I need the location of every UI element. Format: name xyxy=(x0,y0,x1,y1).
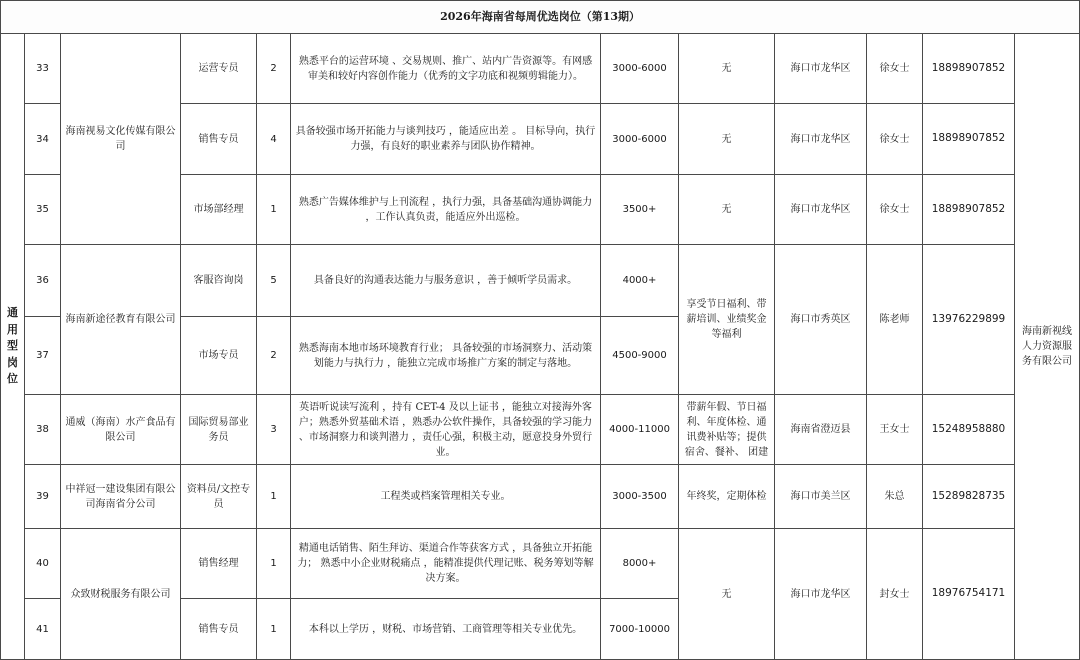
category-char: 型 xyxy=(7,339,18,353)
salary: 3500+ xyxy=(601,175,679,245)
work-location: 海口市龙华区 xyxy=(775,34,867,104)
position-name: 运营专员 xyxy=(181,34,257,104)
contact-phone: 15289828735 xyxy=(923,465,1015,529)
job-requirement: 精通电话销售、陌生拜访、渠道合作等获客方式 ，具备独立开拓能力； 熟悉中小企业财税痛点 ，能精准提供代理记账、税务筹划等解决方案。 xyxy=(291,529,601,599)
headcount: 1 xyxy=(257,529,291,599)
job-requirement: 熟悉海南本地市场环境教育行业； 具备较强的市场洞察力、活动策划能力与执行力 ，能独立完成市场推广方案的制定与落地。 xyxy=(291,317,601,395)
job-requirement: 具备良好的沟通表达能力与服务意识 ，善于倾听学员需求。 xyxy=(291,245,601,317)
headcount: 2 xyxy=(257,317,291,395)
job-number: 39 xyxy=(25,465,61,529)
contact-phone: 18898907852 xyxy=(923,175,1015,245)
contact-person: 徐女士 xyxy=(867,175,923,245)
contact-phone: 18898907852 xyxy=(923,104,1015,175)
company-name: 通威（海南）水产食品有限公司 xyxy=(61,395,181,465)
job-number: 38 xyxy=(25,395,61,465)
job-requirement: 熟悉平台的运营环境 、交易规则、推广、站内广告资源等。有网感审美和较好内容创作能力（优秀的文字功底和视频剪辑能力）。 xyxy=(291,34,601,104)
job-number: 36 xyxy=(25,245,61,317)
contact-person: 朱总 xyxy=(867,465,923,529)
benefits: 无 xyxy=(679,104,775,175)
job-number: 40 xyxy=(25,529,61,599)
work-location: 海口市龙华区 xyxy=(775,104,867,175)
headcount: 2 xyxy=(257,34,291,104)
work-location: 海口市龙华区 xyxy=(775,175,867,245)
position-name: 资料员/文控专员 xyxy=(181,465,257,529)
salary: 4000+ xyxy=(601,245,679,317)
table-row xyxy=(1,34,1080,104)
headcount: 1 xyxy=(257,465,291,529)
category-char: 位 xyxy=(7,372,18,386)
agency-name: 海南新视线人力资源服务有限公司 xyxy=(1015,34,1080,660)
company-name: 众致财税服务有限公司 xyxy=(61,529,181,660)
salary: 7000-10000 xyxy=(601,599,679,660)
benefits: 带薪年假、节日福利、年度体检、通讯费补贴等；提供宿舍、餐补、 团建 xyxy=(679,395,775,465)
work-location: 海口市龙华区 xyxy=(775,529,867,660)
job-number: 41 xyxy=(25,599,61,660)
company-name: 海南视易文化传媒有限公司 xyxy=(61,34,181,245)
table-row xyxy=(1,529,1080,599)
table-row xyxy=(1,395,1080,465)
company-name: 海南新途径教育有限公司 xyxy=(61,245,181,395)
salary: 4500-9000 xyxy=(601,317,679,395)
contact-person: 徐女士 xyxy=(867,104,923,175)
table-row xyxy=(1,245,1080,317)
job-number: 33 xyxy=(25,34,61,104)
position-name: 市场部经理 xyxy=(181,175,257,245)
table-row xyxy=(1,465,1080,529)
benefits: 年终奖，定期体检 xyxy=(679,465,775,529)
benefits: 无 xyxy=(679,175,775,245)
headcount: 5 xyxy=(257,245,291,317)
salary: 4000-11000 xyxy=(601,395,679,465)
page-title: 2026年海南省每周优选岗位（第13期） xyxy=(1,1,1080,34)
contact-phone: 13976229899 xyxy=(923,245,1015,395)
contact-person: 徐女士 xyxy=(867,34,923,104)
contact-phone: 18976754171 xyxy=(923,529,1015,660)
category-char: 岗 xyxy=(7,355,18,369)
salary: 3000-6000 xyxy=(601,34,679,104)
position-name: 销售专员 xyxy=(181,104,257,175)
contact-person: 陈老师 xyxy=(867,245,923,395)
salary: 3000-3500 xyxy=(601,465,679,529)
benefits: 无 xyxy=(679,529,775,660)
job-number: 34 xyxy=(25,104,61,175)
job-requirement: 熟悉广告媒体维护与上刊流程 ，执行力强，具备基础沟通协调能力 ，工作认真负责，能适应外出巡检。 xyxy=(291,175,601,245)
job-requirement: 具备较强市场开拓能力与谈判技巧 ，能适应出差 。 目标导向，执行力强，有良好的职业素养与团队协作精神。 xyxy=(291,104,601,175)
category-char: 用 xyxy=(7,322,18,336)
job-requirement: 英语听说读写流利 ，持有 CET-4 及以上证书 ，能独立对接海外客户；熟悉外贸基础术语 ，熟悉办公软件操作，具备较强的学习能力 、市场洞察力和谈判潜力 ，责任心强，积极主动，愿意投身外贸行业。 xyxy=(291,395,601,465)
contact-phone: 15248958880 xyxy=(923,395,1015,465)
work-location: 海南省澄迈县 xyxy=(775,395,867,465)
contact-phone: 18898907852 xyxy=(923,34,1015,104)
category-char: 通 xyxy=(7,306,18,320)
work-location: 海口市美兰区 xyxy=(775,465,867,529)
position-name: 市场专员 xyxy=(181,317,257,395)
salary: 3000-6000 xyxy=(601,104,679,175)
position-name: 销售专员 xyxy=(181,599,257,660)
contact-person: 王女士 xyxy=(867,395,923,465)
position-name: 国际贸易部业务员 xyxy=(181,395,257,465)
headcount: 1 xyxy=(257,175,291,245)
job-number: 35 xyxy=(25,175,61,245)
position-name: 客服咨询岗 xyxy=(181,245,257,317)
work-location: 海口市秀英区 xyxy=(775,245,867,395)
headcount: 1 xyxy=(257,599,291,660)
headcount: 4 xyxy=(257,104,291,175)
job-requirement: 本科以上学历 ，财税、市场营销、工商管理等相关专业优先。 xyxy=(291,599,601,660)
position-name: 销售经理 xyxy=(181,529,257,599)
category-cell xyxy=(1,34,25,660)
contact-person: 封女士 xyxy=(867,529,923,660)
salary: 8000+ xyxy=(601,529,679,599)
benefits: 无 xyxy=(679,34,775,104)
headcount: 3 xyxy=(257,395,291,465)
job-number: 37 xyxy=(25,317,61,395)
company-name: 中祥冠一建设集团有限公司海南省分公司 xyxy=(61,465,181,529)
job-requirement: 工程类或档案管理相关专业。 xyxy=(291,465,601,529)
benefits: 享受节日福利、带薪培训、业绩奖金等福利 xyxy=(679,245,775,395)
